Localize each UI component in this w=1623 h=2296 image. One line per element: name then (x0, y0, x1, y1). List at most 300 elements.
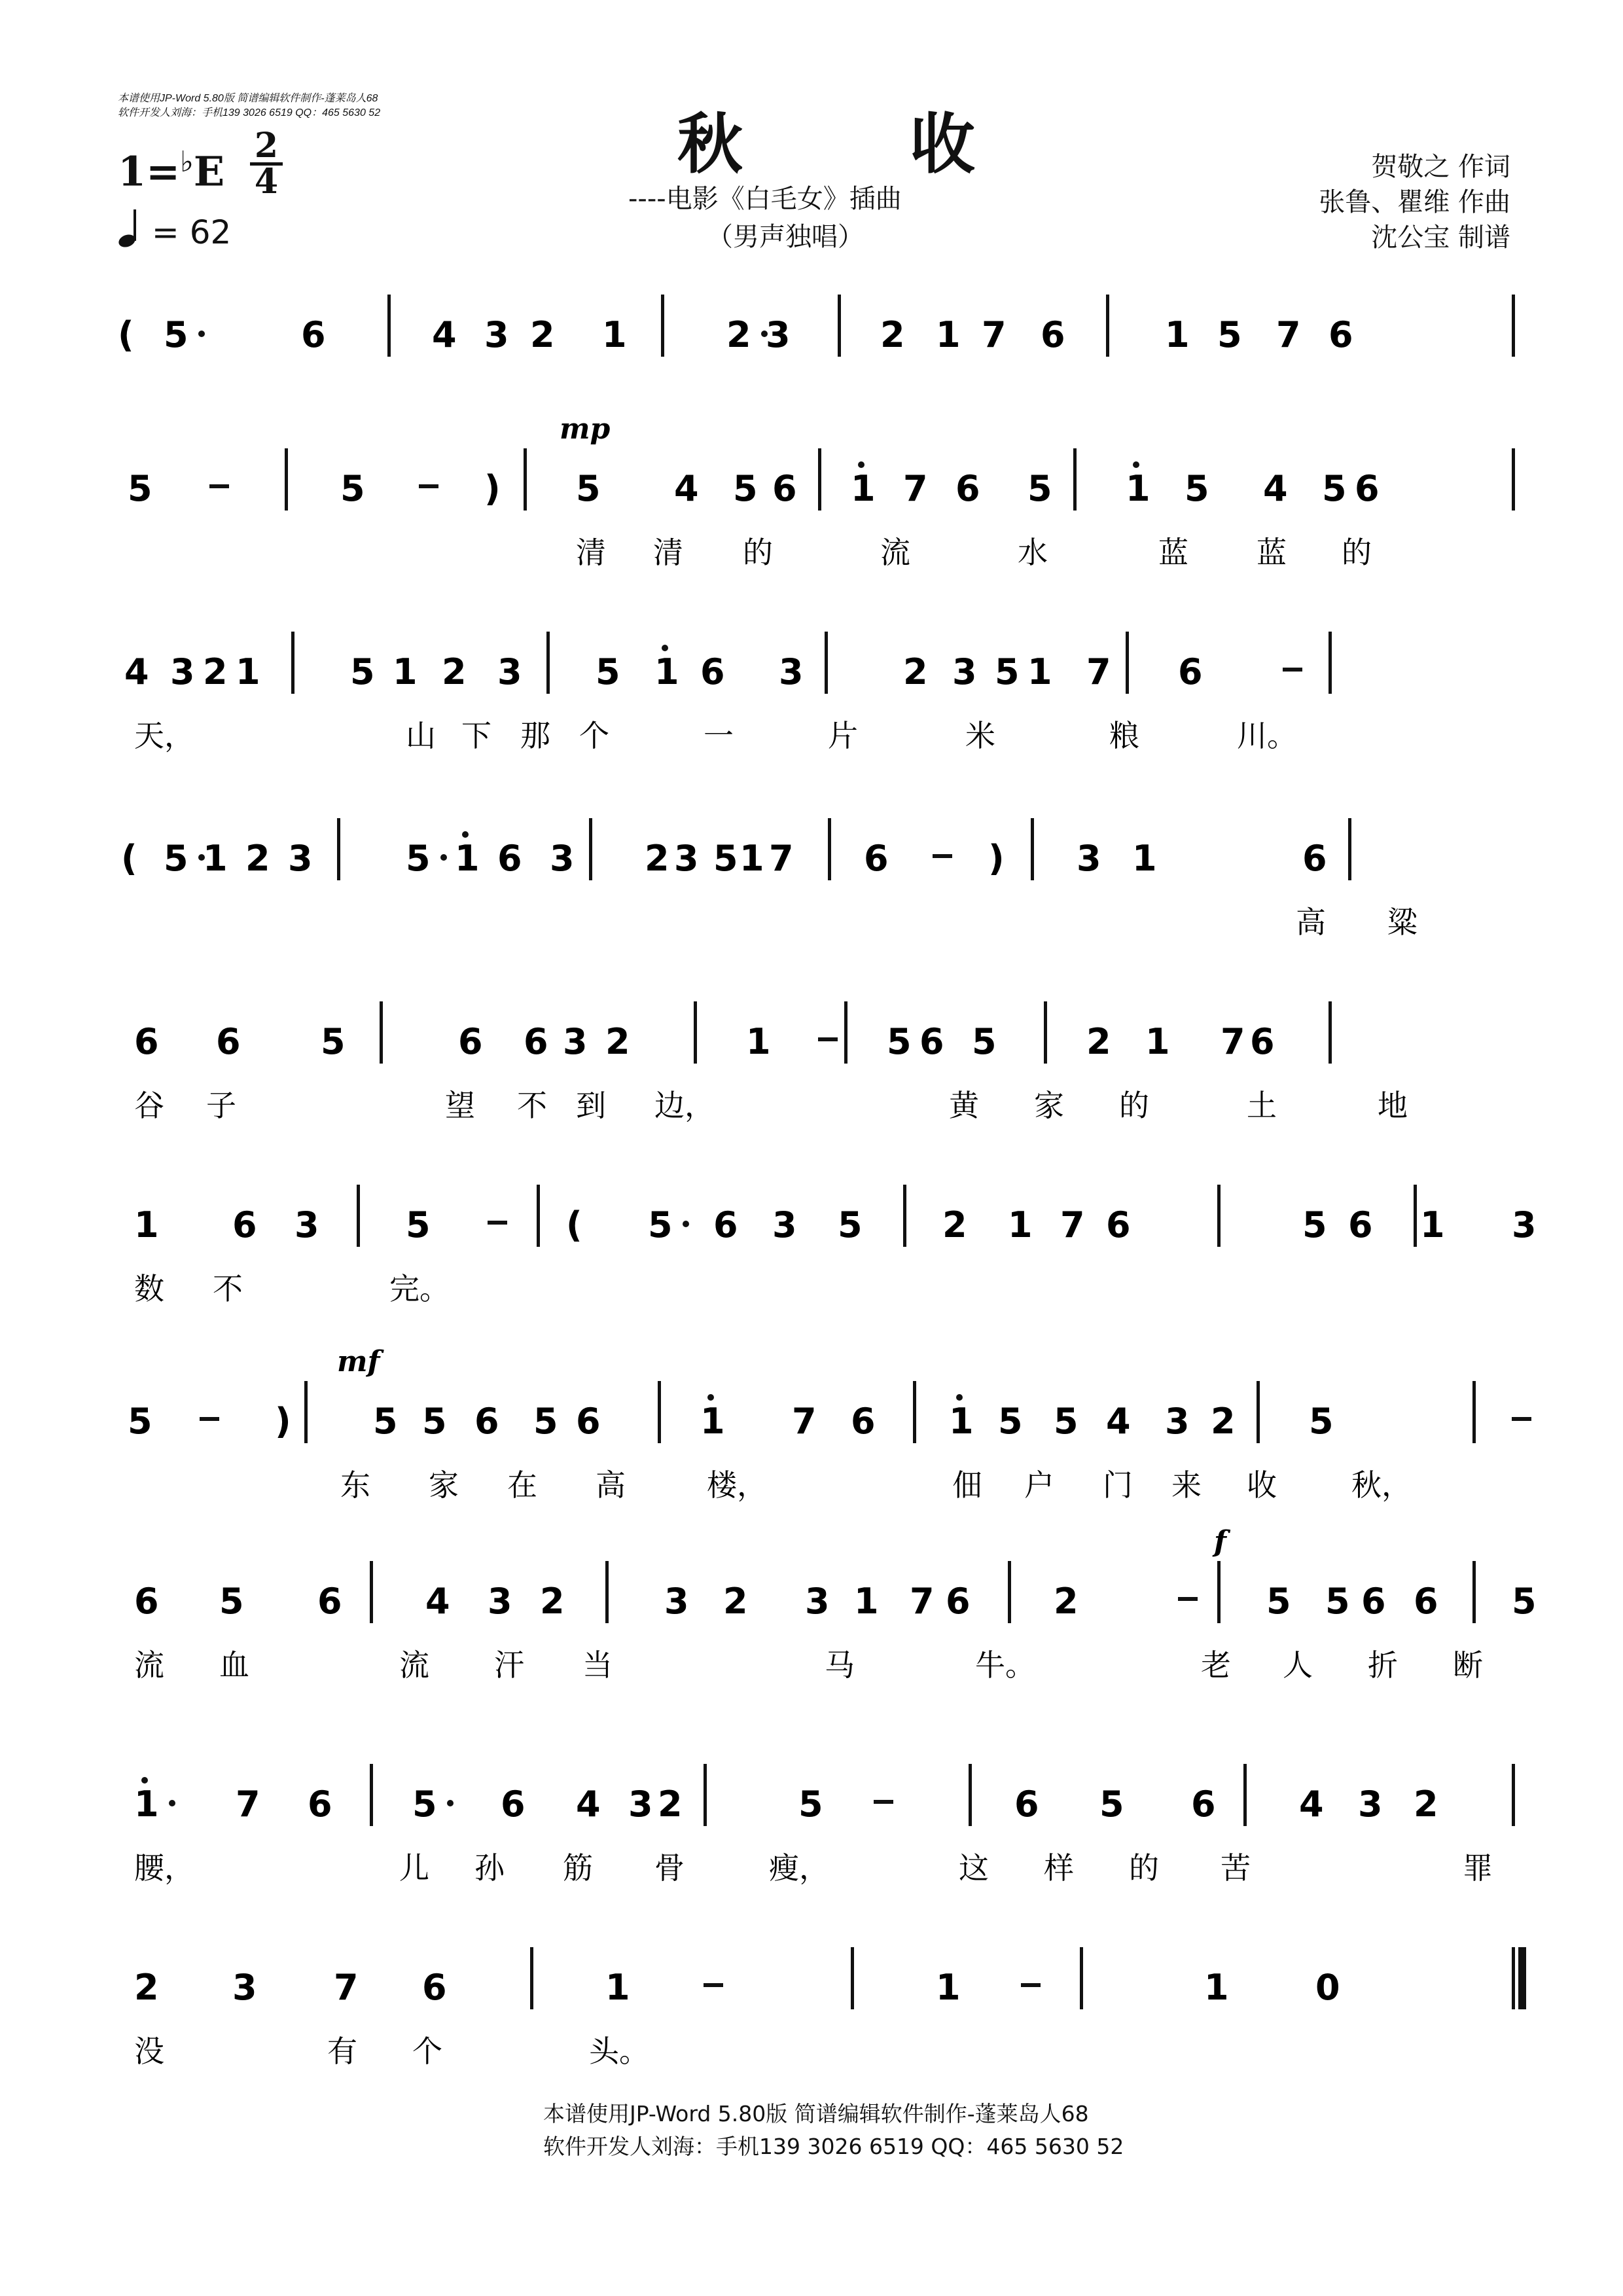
note: 6 (1041, 314, 1065, 355)
barline (1008, 1561, 1011, 1623)
note: 6 (1014, 1784, 1039, 1825)
dash (1512, 1417, 1531, 1421)
barline (1217, 1561, 1221, 1623)
lyric: 家 (429, 1467, 459, 1503)
lyric: 家 (1034, 1088, 1064, 1123)
lyric: 望 (445, 1088, 475, 1123)
note: 1 (1145, 1021, 1170, 1062)
note: 0 (1315, 1967, 1340, 2008)
barline (1348, 818, 1351, 880)
score-row (124, 632, 1332, 753)
lyric: 有 (327, 2034, 357, 2069)
note: 2 (245, 838, 270, 879)
note: 5 (887, 1021, 912, 1062)
note: 1 (602, 314, 627, 355)
note: 3 (488, 1581, 512, 1622)
note: 5 (164, 838, 188, 879)
note: 2 (1054, 1581, 1079, 1622)
lyric: 腰， (134, 1850, 194, 1886)
note: 3 (550, 838, 575, 879)
subtitle: ----电影《白毛女》插曲 (628, 184, 902, 214)
time-top: 2 (254, 126, 279, 166)
note: 5 (1217, 314, 1242, 355)
note: 6 (458, 1021, 483, 1062)
note: 5 (340, 468, 365, 509)
dash (1021, 1983, 1041, 1987)
note: 5 (128, 468, 152, 509)
lyric: 高 (596, 1467, 626, 1503)
note: 2 (203, 651, 228, 692)
barline (694, 1001, 697, 1064)
score-row (118, 295, 1515, 357)
score-row (121, 818, 1418, 940)
barline (1472, 1381, 1476, 1443)
barline (387, 295, 391, 357)
score-row (128, 412, 1515, 570)
note: 5 (1185, 468, 1209, 509)
note: 4 (1106, 1401, 1131, 1442)
note: 2 (723, 1581, 748, 1622)
note: 1 (1008, 1204, 1033, 1246)
barline (370, 1764, 373, 1826)
note: 6 (134, 1021, 159, 1062)
dynamic-marking: mp (560, 412, 611, 446)
barline (1512, 1947, 1515, 2009)
note: 2 (726, 314, 751, 355)
note: 3 (563, 1021, 588, 1062)
barline (304, 1381, 308, 1443)
note: 3 (628, 1784, 653, 1825)
paren: ( (566, 1204, 582, 1246)
note: 3 (664, 1581, 689, 1622)
note: 5 (713, 838, 738, 879)
augmentation-dot (198, 331, 205, 337)
lyric: 流 (399, 1647, 429, 1683)
final-barline (1518, 1947, 1526, 2009)
lyric: 老 (1201, 1647, 1231, 1683)
note: 5 (412, 1784, 437, 1825)
note: 2 (1414, 1784, 1438, 1825)
lyric: 粱 (1387, 905, 1418, 940)
note: 1 (746, 1021, 771, 1062)
paren: ) (275, 1401, 291, 1442)
note: 6 (474, 1401, 499, 1442)
note: 1 (236, 651, 260, 692)
note: 1 (455, 838, 480, 879)
note: 1 (1126, 468, 1150, 509)
note: 5 (1302, 1204, 1327, 1246)
note: 6 (1178, 651, 1203, 692)
performer: （男声独唱） (707, 222, 864, 252)
note: 2 (540, 1581, 565, 1622)
note: 6 (955, 468, 980, 509)
note: 5 (406, 1204, 431, 1246)
note: 6 (134, 1581, 159, 1622)
composer: 张鲁、瞿维 作曲 (1319, 187, 1510, 217)
note: 6 (1414, 1581, 1438, 1622)
barline (838, 295, 841, 357)
note: 2 (530, 314, 555, 355)
note: 5 (164, 314, 188, 355)
barline (337, 818, 340, 880)
lyric: 断 (1453, 1647, 1483, 1683)
barline (1126, 632, 1129, 694)
high-octave-dot (956, 1394, 963, 1401)
lyric: 边， (654, 1088, 715, 1123)
note: 2 (1086, 1021, 1111, 1062)
score-row (134, 1947, 1526, 2069)
barline (969, 1764, 972, 1826)
note: 5 (533, 1401, 558, 1442)
score-row (134, 1764, 1515, 1886)
lyric: 儿 (399, 1850, 429, 1886)
lyric: 到 (576, 1088, 606, 1123)
dynamic-marking: mf (337, 1345, 380, 1378)
note: 7 (236, 1784, 260, 1825)
lyric: 蓝 (1158, 535, 1188, 570)
augmentation-dot (169, 1800, 175, 1806)
barline (530, 1947, 533, 2009)
note: 6 (1250, 1021, 1275, 1062)
footer-line-2: 软件开发人刘海：手机139 3026 6519 QQ：465 5630 52 (543, 2134, 1124, 2159)
lyric: 黄 (949, 1088, 979, 1123)
barline (1243, 1764, 1247, 1826)
lyric: 罪 (1463, 1850, 1493, 1886)
lyric: 子 (206, 1088, 236, 1123)
watermark-line-2: 软件开发人刘海：手机139 3026 6519 QQ：465 5630 52 (118, 107, 381, 118)
note: 6 (851, 1401, 876, 1442)
note: 5 (995, 651, 1020, 692)
barline (285, 448, 288, 511)
footer (543, 2098, 1124, 2163)
note: 3 (1165, 1401, 1190, 1442)
paren: ) (988, 838, 1005, 879)
lyric: 一 (704, 718, 734, 753)
note: 7 (903, 468, 928, 509)
high-octave-dot (462, 831, 469, 838)
barline (658, 1381, 661, 1443)
note: 2 (1211, 1401, 1236, 1442)
note: 4 (576, 1784, 601, 1825)
lyric: 天， (134, 718, 194, 753)
lyric: 不 (517, 1088, 547, 1123)
note: 4 (1263, 468, 1288, 509)
lyric: 土 (1247, 1088, 1277, 1123)
note: 1 (851, 468, 876, 509)
lyric: 苦 (1221, 1850, 1251, 1886)
note: 3 (772, 1204, 797, 1246)
note: 5 (596, 651, 620, 692)
note: 1 (1420, 1204, 1445, 1246)
note: 2 (942, 1204, 967, 1246)
note: 2 (442, 651, 467, 692)
note: 5 (998, 1401, 1023, 1442)
note: 7 (1086, 651, 1111, 692)
note: 1 (1132, 838, 1157, 879)
lyric: 头。 (589, 2034, 649, 2069)
dash (488, 1221, 507, 1225)
note: 6 (576, 1401, 601, 1442)
note: 3 (1077, 838, 1101, 879)
lyric: 秋， (1351, 1467, 1412, 1503)
lyric: 不 (213, 1271, 243, 1306)
note: 1 (740, 838, 764, 879)
lyric: 楼， (707, 1467, 767, 1503)
barline (1329, 632, 1332, 694)
barline (537, 1185, 540, 1247)
lyric: 完。 (389, 1271, 450, 1306)
note: 3 (484, 314, 509, 355)
lyric: 地 (1378, 1088, 1408, 1123)
note: 5 (972, 1021, 997, 1062)
barline (828, 818, 831, 880)
barline (1257, 1381, 1260, 1443)
barline (1217, 1185, 1221, 1247)
augmentation-dot (440, 854, 447, 861)
barline (704, 1764, 707, 1826)
paren: ) (484, 468, 501, 509)
note: 1 (1204, 1967, 1229, 2008)
note: 6 (301, 314, 326, 355)
note: 2 (134, 1967, 159, 2008)
note: 6 (232, 1204, 257, 1246)
lyric: 山 (406, 718, 436, 753)
note: 5 (1027, 468, 1052, 509)
tempo-value: = 62 (151, 213, 232, 251)
note: 7 (982, 314, 1007, 355)
note: 6 (713, 1204, 738, 1246)
dash (209, 484, 229, 488)
note: 5 (350, 651, 375, 692)
barline (1031, 818, 1034, 880)
barline (1512, 1764, 1515, 1826)
lyric: 筋 (563, 1850, 593, 1886)
note: 5 (1054, 1401, 1079, 1442)
barline (1106, 295, 1109, 357)
lyric: 的 (1129, 1850, 1159, 1886)
score-row (134, 1525, 1537, 1683)
lyricist: 贺敬之 作词 (1371, 152, 1510, 182)
barline (1512, 295, 1515, 357)
barline (380, 1001, 383, 1064)
barline (1044, 1001, 1047, 1064)
note: 6 (1355, 468, 1380, 509)
lyric: 流 (134, 1647, 164, 1683)
note: 3 (170, 651, 195, 692)
note: 3 (497, 651, 522, 692)
high-octave-dot (707, 1394, 714, 1401)
lyric: 川。 (1237, 718, 1297, 753)
note: 5 (1309, 1401, 1334, 1442)
barline (357, 1185, 360, 1247)
note: 6 (1348, 1204, 1373, 1246)
note: 5 (422, 1401, 447, 1442)
lyric: 来 (1171, 1467, 1202, 1503)
high-octave-dot (1133, 461, 1139, 468)
note: 7 (334, 1967, 359, 2008)
barline (844, 1001, 847, 1064)
lyric: 在 (507, 1467, 537, 1503)
lyric: 粮 (1109, 718, 1139, 753)
note: 5 (1322, 468, 1347, 509)
lyric: 的 (743, 535, 773, 570)
lyric: 门 (1103, 1467, 1133, 1503)
note: 1 (393, 651, 418, 692)
lyric: 个 (579, 718, 609, 753)
lyric: 佃 (952, 1467, 982, 1503)
lyric: 的 (1342, 535, 1372, 570)
note: 6 (772, 468, 797, 509)
dynamic-marking: f (1214, 1525, 1226, 1558)
score-row (128, 1345, 1531, 1503)
barline (818, 448, 821, 511)
barline (1414, 1185, 1417, 1247)
flat-icon: ♭ (180, 145, 194, 179)
barline (1080, 1947, 1083, 2009)
barline (851, 1947, 854, 2009)
footer-line-1: 本谱使用JP-Word 5.80版 简谱编辑软件制作-蓬莱岛人68 (543, 2101, 1089, 2126)
high-octave-dot (141, 1777, 148, 1784)
note: 1 (700, 1401, 725, 1442)
lyric: 收 (1247, 1467, 1277, 1503)
note: 2 (645, 838, 669, 879)
note: 1 (203, 838, 228, 879)
note: 3 (779, 651, 804, 692)
dash (874, 1800, 893, 1804)
lyric: 人 (1283, 1647, 1313, 1683)
note: 5 (798, 1784, 823, 1825)
barline (605, 1561, 609, 1623)
note: 3 (294, 1204, 319, 1246)
lyric: 骨 (654, 1850, 685, 1886)
barline (589, 818, 592, 880)
key-letter: E (193, 147, 225, 196)
page-title: 秋 收 (677, 105, 1047, 183)
note: 7 (910, 1581, 935, 1622)
note: 2 (903, 651, 928, 692)
note: 3 (1512, 1204, 1537, 1246)
dash (419, 484, 438, 488)
barline (370, 1561, 373, 1623)
lyric: 片 (828, 718, 858, 753)
lyric: 没 (134, 2034, 164, 2069)
high-octave-dot (662, 645, 668, 651)
note: 5 (406, 838, 431, 879)
barline (1472, 1561, 1476, 1623)
lyric: 流 (880, 535, 910, 570)
note: 5 (1099, 1784, 1124, 1825)
note: 2 (658, 1784, 683, 1825)
note: 2 (880, 314, 905, 355)
barline (1073, 448, 1077, 511)
note: 5 (1266, 1581, 1291, 1622)
note: 6 (700, 651, 725, 692)
note: 1 (134, 1784, 159, 1825)
note: 5 (1325, 1581, 1350, 1622)
note: 6 (1361, 1581, 1386, 1622)
arranger: 沈公宝 制谱 (1371, 223, 1510, 253)
lyric: 孙 (474, 1850, 505, 1886)
note: 4 (425, 1581, 450, 1622)
score-row (134, 1001, 1408, 1123)
barline (903, 1185, 906, 1247)
note: 5 (373, 1401, 398, 1442)
note: 6 (946, 1581, 971, 1622)
note: 6 (524, 1021, 548, 1062)
lyric: 数 (134, 1271, 164, 1306)
note: 6 (1106, 1204, 1131, 1246)
augmentation-dot (447, 1800, 454, 1806)
note: 1 (936, 1967, 961, 2008)
lyric: 的 (1119, 1088, 1149, 1123)
lyric: 东 (340, 1467, 370, 1503)
note: 2 (605, 1021, 630, 1062)
note: 6 (919, 1021, 944, 1062)
barline (524, 448, 527, 511)
lyric: 这 (959, 1850, 989, 1886)
note: 7 (1060, 1204, 1085, 1246)
barline (913, 1381, 916, 1443)
note: 1 (1027, 651, 1052, 692)
barline (546, 632, 550, 694)
barline (1512, 448, 1515, 511)
note: 3 (952, 651, 977, 692)
note: 5 (1512, 1581, 1537, 1622)
barline (661, 295, 664, 357)
note: 6 (216, 1021, 241, 1062)
dash (704, 1983, 723, 1987)
note: 6 (1191, 1784, 1216, 1825)
lyric: 清 (576, 535, 606, 570)
score-row (134, 1185, 1537, 1306)
barline (825, 632, 828, 694)
barline (1329, 1001, 1332, 1064)
dash (1178, 1597, 1198, 1601)
note: 6 (864, 838, 889, 879)
lyric: 清 (653, 535, 683, 570)
note: 3 (674, 838, 699, 879)
note: 7 (792, 1401, 817, 1442)
high-octave-dot (858, 461, 865, 468)
lyric: 谷 (134, 1088, 164, 1123)
note: 5 (219, 1581, 244, 1622)
lyric: 那 (520, 718, 550, 753)
key-prefix: 1= (118, 147, 181, 196)
note: 3 (232, 1967, 257, 2008)
lyric: 瘦， (769, 1850, 829, 1886)
time-bottom: 4 (254, 162, 279, 202)
lyric: 米 (965, 718, 995, 753)
note: 5 (838, 1204, 863, 1246)
note: 1 (949, 1401, 974, 1442)
note: 6 (501, 1784, 526, 1825)
note: 4 (124, 651, 149, 692)
note: 6 (1302, 838, 1327, 879)
paren: ( (121, 838, 137, 879)
note: 1 (936, 314, 961, 355)
lyric: 汗 (494, 1647, 524, 1683)
note: 7 (1221, 1021, 1245, 1062)
note: 6 (317, 1581, 342, 1622)
dash (818, 1037, 838, 1041)
lyric: 高 (1296, 905, 1326, 940)
lyric: 样 (1044, 1850, 1074, 1886)
note: 1 (605, 1967, 630, 2008)
note: 3 (805, 1581, 830, 1622)
note: 5 (128, 1401, 152, 1442)
note: 6 (497, 838, 522, 879)
lyric: 马 (825, 1647, 855, 1683)
